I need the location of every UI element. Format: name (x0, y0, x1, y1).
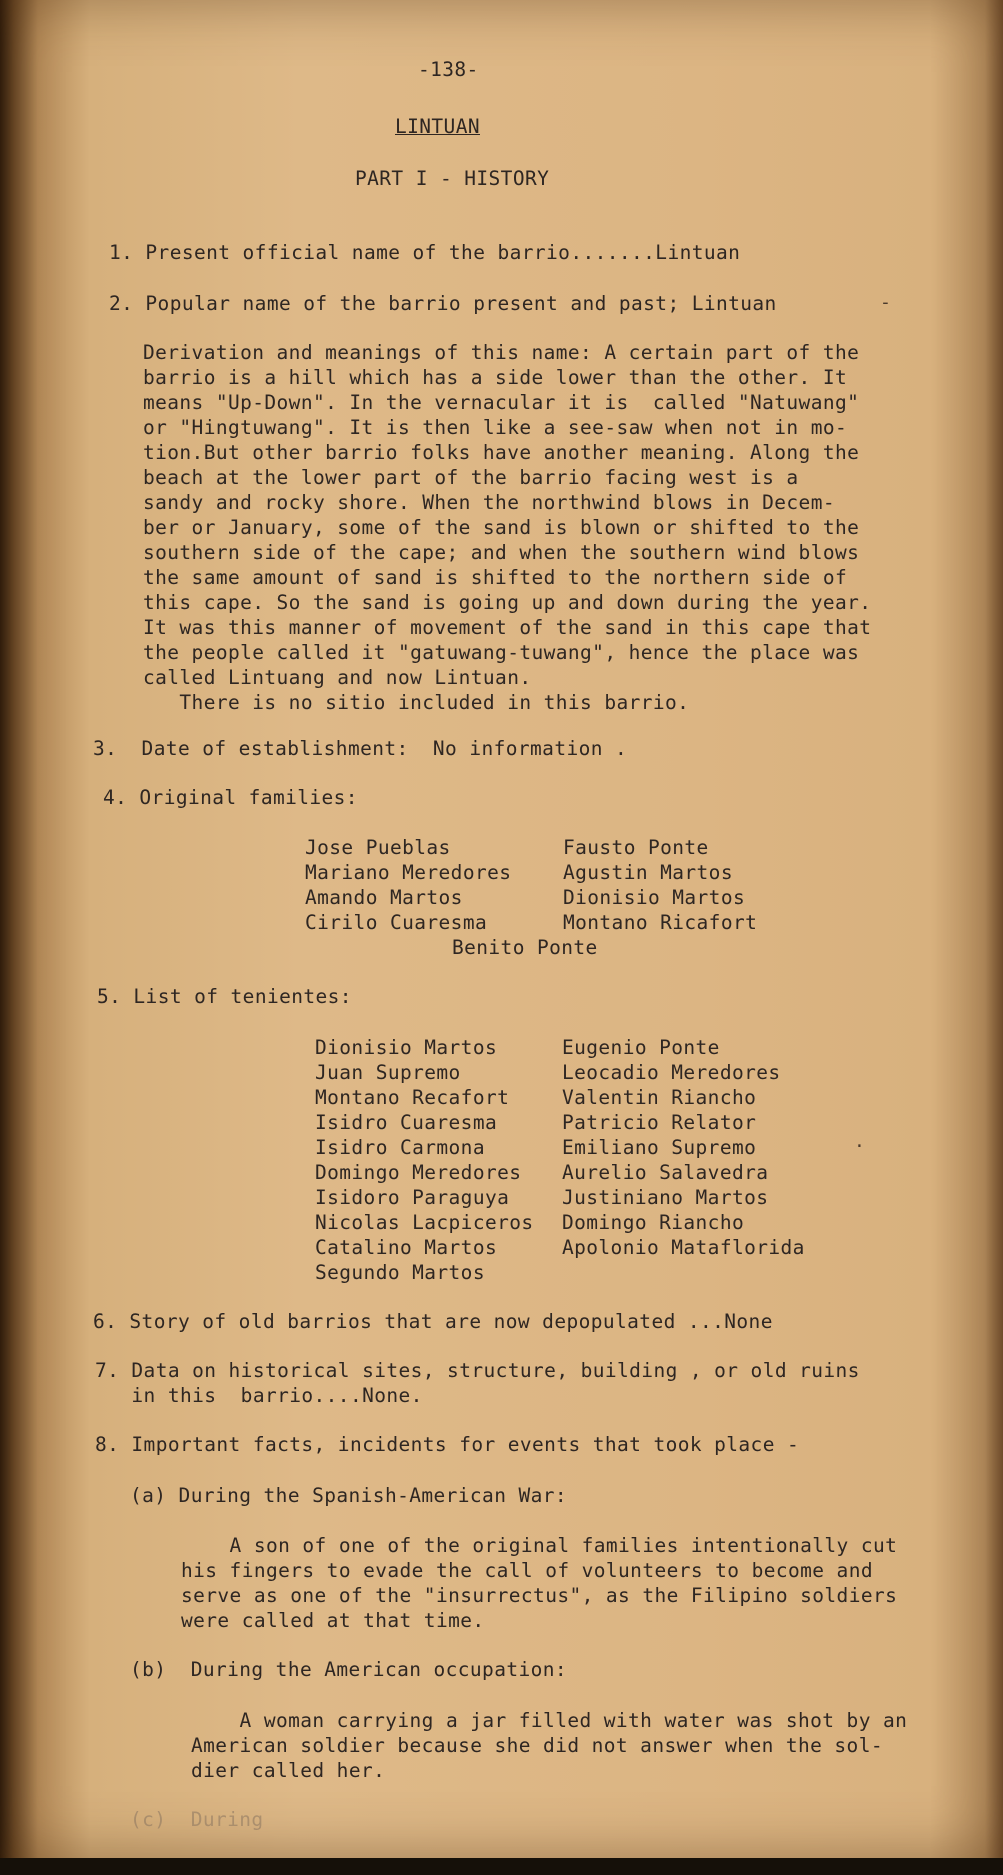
teniente-name: Isidoro Paraguya (315, 1186, 510, 1209)
item-8a-line: A son of one of the original families intentionally cut (181, 1534, 898, 1557)
item-5-heading: 5. List of tenientes: (97, 985, 352, 1008)
derivation-line: ber or January, some of the sand is blown or shifted to the (143, 516, 860, 539)
teniente-name: Eugenio Ponte (562, 1036, 720, 1059)
derivation-line: the same amount of sand is shifted to the northern side of (143, 566, 848, 589)
family-name: Cirilo Cuaresma (305, 911, 488, 934)
item-8b-line: dier called her. (191, 1759, 386, 1782)
item-3: 3. Date of establishment: No information . (93, 737, 628, 760)
section-heading: PART I - HISTORY (355, 167, 550, 190)
family-name: Benito Ponte (452, 936, 598, 959)
item-8a-heading: (a) During the Spanish-American War: (130, 1484, 568, 1507)
item-8a-line: his fingers to evade the call of volunteers to become and (181, 1559, 873, 1582)
derivation-line: It was this manner of movement of the sand in this cape that (143, 616, 872, 639)
teniente-name: Aurelio Salavedra (562, 1161, 769, 1184)
teniente-name: Nicolas Lacpiceros (315, 1211, 534, 1234)
teniente-name: Segundo Martos (315, 1261, 485, 1284)
family-name: Mariano Meredores (305, 861, 512, 884)
item-8b-heading: (b) During the American occupation: (130, 1658, 568, 1681)
derivation-line: or "Hingtuwang". It is then like a see-saw when not in mo- (143, 416, 848, 439)
derivation-line: means "Up-Down". In the vernacular it is called "Natuwang" (143, 391, 860, 414)
derivation-line: called Lintuang and now Lintuan. (143, 666, 532, 689)
item-7-line: in this barrio....None. (95, 1384, 423, 1407)
derivation-line: this cape. So the sand is going up and down during the year. (143, 591, 872, 614)
item-6: 6. Story of old barrios that are now depopulated ...None (93, 1310, 773, 1333)
teniente-name: Montano Recafort (315, 1086, 510, 1109)
teniente-name: Isidro Cuaresma (315, 1111, 498, 1134)
derivation-line: the people called it "gatuwang-tuwang", hence the place was (143, 641, 860, 664)
derivation-line: tion.But other barrio folks have another meaning. Along the (143, 441, 860, 464)
derivation-line: Derivation and meanings of this name: A certain part of the (143, 341, 860, 364)
teniente-name: Domingo Meredores (315, 1161, 522, 1184)
derivation-line: southern side of the cape; and when the southern wind blows (143, 541, 860, 564)
derivation-line: beach at the lower part of the barrio facing west is a (143, 466, 799, 489)
family-name: Dionisio Martos (563, 886, 746, 909)
family-name: Amando Martos (305, 886, 463, 909)
scan-edge (0, 1858, 1003, 1875)
family-name: Agustin Martos (563, 861, 733, 884)
item-8b-line: A woman carrying a jar filled with water was shot by an (191, 1709, 908, 1732)
family-name: Fausto Ponte (563, 836, 709, 859)
item-4-heading: 4. Original families: (103, 786, 358, 809)
item-1: 1. Present official name of the barrio.......Lintuan (109, 241, 741, 264)
teniente-name: Isidro Carmona (315, 1136, 485, 1159)
margin-mark: · (854, 1136, 865, 1157)
family-name: Montano Ricafort (563, 911, 758, 934)
derivation-line: sandy and rocky shore. When the northwind blows in Decem- (143, 491, 835, 514)
teniente-name: Patricio Relator (562, 1111, 757, 1134)
item-7-line: 7. Data on historical sites, structure, building , or old ruins (95, 1359, 860, 1382)
teniente-name: Apolonio Matafloridа (562, 1236, 805, 1259)
item-8: 8. Important facts, incidents for events that took place - (95, 1433, 800, 1456)
teniente-name: Justiniano Martos (562, 1186, 769, 1209)
item-2: 2. Popular name of the barrio present and past; Lintuan (109, 292, 777, 315)
teniente-name: Emiliano Supremo (562, 1136, 757, 1159)
teniente-name: Juan Supremo (315, 1061, 461, 1084)
teniente-name: Catalino Martos (315, 1236, 498, 1259)
item-8a-line: serve as one of the "insurrectus", as the Filipino soldiers (181, 1584, 898, 1607)
teniente-name: Leocadio Meredores (562, 1061, 781, 1084)
item-8c-faded: (c) During (130, 1808, 264, 1831)
item-8b-line: American soldier because she did not answer when the sol- (191, 1734, 883, 1757)
teniente-name: Valentin Riancho (562, 1086, 757, 1109)
page-number: -138- (418, 58, 479, 81)
page-title: LINTUAN (395, 115, 480, 138)
item-8a-line: were called at that time. (181, 1609, 485, 1632)
margin-mark: - (880, 292, 891, 313)
teniente-name: Dionisio Martos (315, 1036, 498, 1059)
family-name: Jose Pueblas (305, 836, 451, 859)
derivation-line: There is no sitio included in this barrio. (143, 691, 690, 714)
teniente-name: Domingo Riancho (562, 1211, 745, 1234)
derivation-line: barrio is a hill which has a side lower than the other. It (143, 366, 848, 389)
